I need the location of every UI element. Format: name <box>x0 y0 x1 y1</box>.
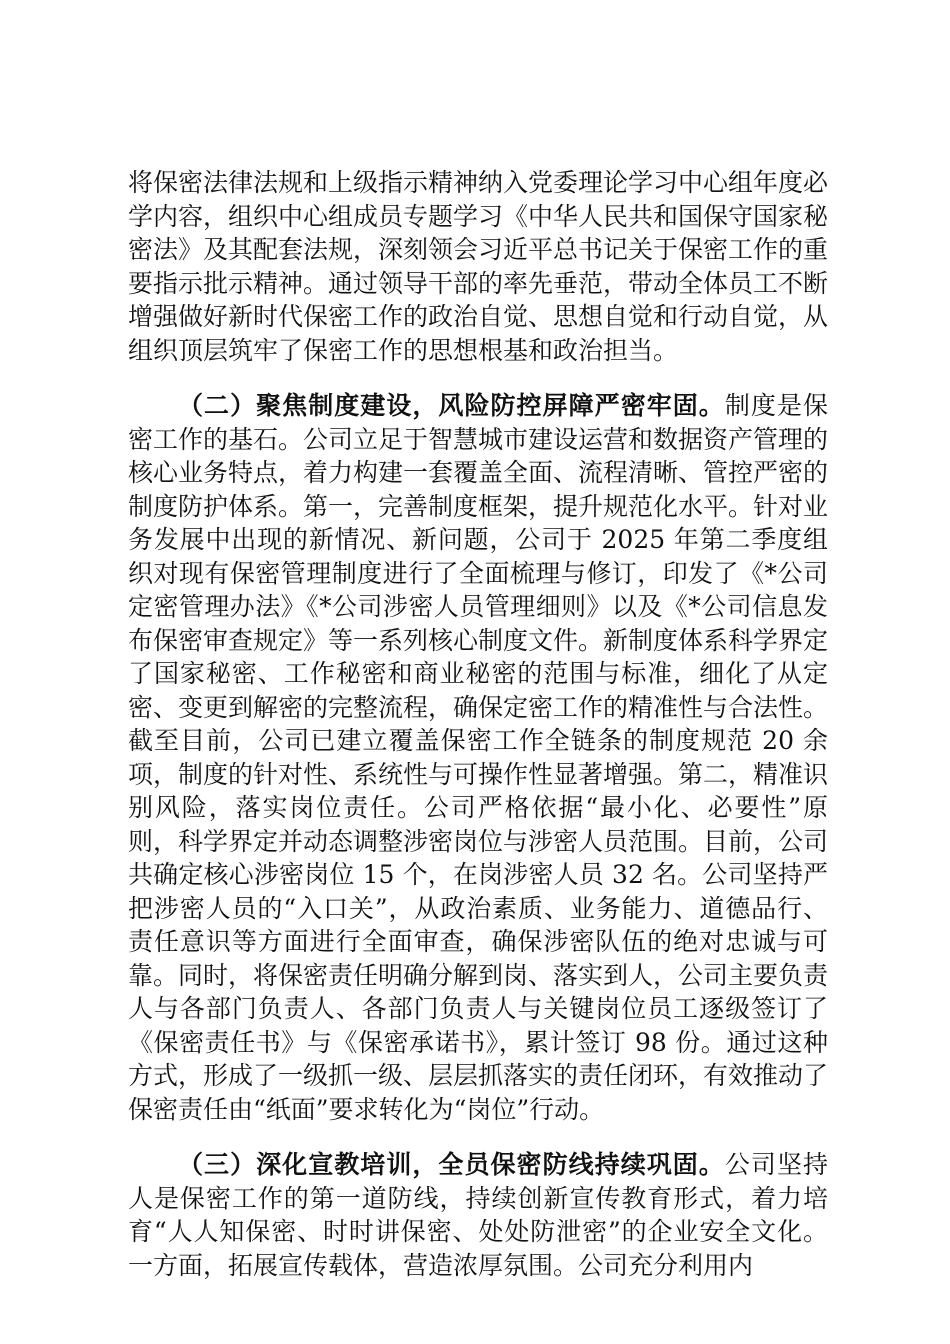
paragraph-2 <box>128 389 828 1126</box>
paragraph-3-text: 公司坚持人是保密工作的第一道防线，持续创新宣传教育形式，着力培育“人人知保密、时时讲保密、处处防泄密”的企业安全文化。一方面，拓展宣传载体，营造浓厚氛围。公司充分利用内 <box>128 1150 828 1280</box>
paragraph-2-text: 制度是保密工作的基石。公司立足于智慧城市建设运营和数据资产管理的核心业务特点，着力构建一套覆盖全面、流程清晰、管控严密的制度防护体系。第一，完善制度框架，提升规范化水平。针对业务发展中出现的新情况、新问题，公司于 2025 年第二季度组织对现有保密管理制度进行了全面梳理与修订，印发了《*公司定密管理办法》《*公司涉密人员管理细则》以及《*公司信息发布保密审查规定》等一系列核心制度文件。新制度体系科学界定了国家秘密、工作秘密和商业秘密的范围与标准，细化了从定密、变更到解密的完整流程，确保定密工作的精准性与合法性。截至目前，公司已建立覆盖保密工作全链条的制度规范 20 余项，制度的针对性、系统性与可操作性显著增强。第二，精准识别风险，落实岗位责任。公司严格依据“最小化、必要性”原则，科学界定并动态调整涉密岗位与涉密人员范围。目前，公司共确定核心涉密岗位 15 个，在岗涉密人员 32 名。公司坚持严把涉密人员的“入口关”，从政治素质、业务能力、道德品行、责任意识等方面进行全面审查，确保涉密队伍的绝对忠诚与可靠。同时，将保密责任明确分解到岗、落实到人，公司主要负责人与各部门负责人、各部门负责人与关键岗位员工逐级签订了《保密责任书》与《保密承诺书》，累计签订 98 份。通过这种方式，形成了一级抓一级、层层抓落实的责任闭环，有效推动了保密责任由“纸面”要求转化为“岗位”行动。 <box>128 391 829 1124</box>
section-heading-2: （二）聚焦制度建设，风险防控屏障严密牢固。 <box>178 391 725 420</box>
section-heading-3: （三）深化宣教培训，全员保密防线持续巩固。 <box>178 1150 725 1179</box>
paragraph-1-text: 将保密法律法规和上级指示精神纳入党委理论学习中心组年度必学内容，组织中心组成员专题学习《中华人民共和国保守国家秘密法》及其配套法规，深刻领会习近平总书记关于保密工作的重要指示批示精神。通过领导干部的率先垂范，带动全体员工不断增强做好新时代保密工作的政治自觉、思想自觉和行动自觉，从组织顶层筑牢了保密工作的思想根基和政治担当。 <box>128 168 829 365</box>
document-body <box>128 166 828 1282</box>
paragraph-3 <box>128 1148 828 1282</box>
paragraph-1 <box>128 166 828 367</box>
